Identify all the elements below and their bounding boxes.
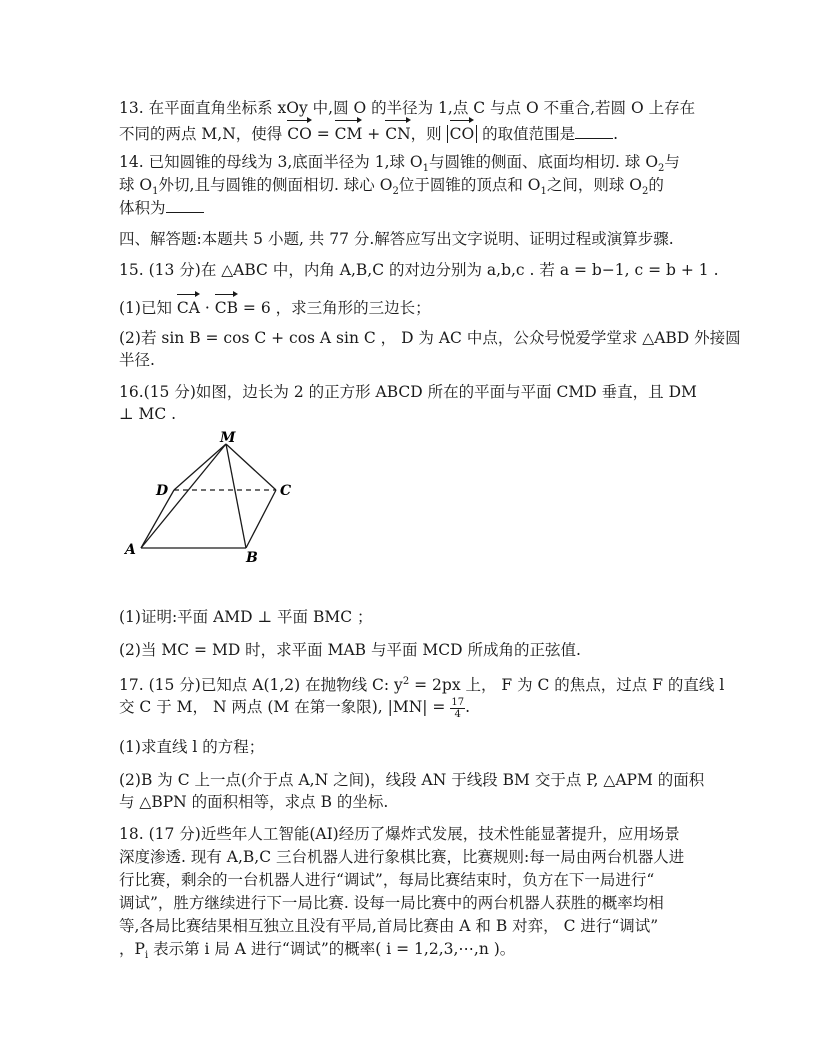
- q16-part2: (2)当 MC = MD 时，求平面 MAB 与平面 MCD 所成角的正弦值.: [119, 641, 581, 659]
- label-a: A: [125, 542, 136, 558]
- q15-part1: (1)已知 CA · CB = 6 ，求三角形的三边长；: [119, 292, 709, 320]
- label-d: D: [156, 483, 169, 499]
- vector-cb: CB: [215, 292, 238, 320]
- q18-line2: 深度渗透. 现有 A,B,C 三台机器人进行象棋比赛，比赛规则:每一局由两台机器人进: [119, 848, 685, 866]
- q17-part1: (1)求直线 l 的方程；: [119, 738, 265, 756]
- edge-bc: [246, 490, 276, 548]
- edge-ma: [141, 444, 226, 548]
- vector-cn: CN: [385, 118, 410, 146]
- answer-blank: [575, 124, 613, 139]
- pyramid-figure: [120, 428, 310, 568]
- q16-stem-line1: 16.(15 分)如图，边长为 2 的正方形 ABCD 所在的平面与平面 CMD 垂直，且 DM: [119, 383, 697, 401]
- q16-stem-line2: ⊥ MC .: [119, 405, 177, 423]
- section-heading: 四、解答题:本题共 5 小题, 共 77 分.解答应写出文字说明、证明过程或演算步骤.: [119, 230, 674, 248]
- q13-line1: 13. 在平面直角坐标系 xOy 中,圆 O 的半径为 1,点 C 与点 O 不重合,若圆 O 上存在: [119, 99, 696, 117]
- q14-line1: 14. 已知圆锥的母线为 3,底面半径为 1,球 $O_1$与圆锥的侧面、底面均相切. 球 $O_2$与: [119, 153, 680, 175]
- q17-stem-line2: 交 C 于 M， N 两点 (M 在第一象限), |MN| = $\frac{17}{4}$ .: [119, 696, 470, 720]
- q15-stem: 15. (13 分)在 △ABC 中，内角 A,B,C 的对边分别为 a,b,c . 若 a = b−1, c = b + 1 .: [119, 261, 719, 279]
- q13-line2: 不同的两点 M,N，使得 CO = CM + CN，则 CO 的取值范围是 .: [119, 118, 709, 146]
- q15-part2-line1: (2)若 sin B = cos C + cos A sin C ， D 为 AC 中点，公众号悦爱学堂求 △ABD 外接圆: [119, 329, 741, 347]
- q18-line6: ，$P_i$ 表示第 i 局 A 进行“调试”的概率( i = 1,2,3,⋯,n )。: [119, 940, 516, 962]
- label-c: C: [280, 483, 292, 499]
- answer-blank: [166, 198, 204, 213]
- q14-line2: 球 $O_1$外切,且与圆锥的侧面相切. 球心 $O_2$位于圆锥的顶点和 $O_1$之间，则球 $O_2$的: [119, 176, 664, 198]
- q17-stem-line1: 17. (15 分)已知点 A(1,2) 在抛物线 C: $y^2 = 2px$ 上， F 为 C 的焦点，过点 F 的直线 l: [119, 676, 725, 695]
- edge-md: [174, 444, 226, 490]
- q17-part2-line2: 与 △BPN 的面积相等，求点 B 的坐标.: [119, 793, 389, 811]
- q18-line1: 18. (17 分)近些年人工智能(AI)经历了爆炸式发展，技术性能显著提升，应用场景: [119, 825, 680, 843]
- vector-ca: CA: [177, 292, 200, 320]
- q18-line3: 行比赛，剩余的一台机器人进行“调试”，每局比赛结束时，负方在下一局进行“: [119, 871, 655, 889]
- q14-line3: 体积为: [119, 196, 709, 220]
- q18-line5: 等,各局比赛结果相互独立且没有平局,首局比赛由 A 和 B 对弈， C 进行“调试”: [119, 917, 659, 935]
- label-b: B: [246, 550, 258, 566]
- fraction-17-4: $\frac{17}{4}$: [451, 696, 465, 720]
- vector-cm: CM: [335, 118, 363, 146]
- abs-co: CO: [447, 125, 478, 143]
- q18-line4: 调试”，胜方继续进行下一局比赛. 设每一局比赛中的两台机器人获胜的概率均相: [119, 894, 664, 912]
- vector-co: CO: [287, 118, 312, 146]
- label-m: M: [220, 430, 236, 446]
- q16-part1: (1)证明:平面 AMD ⊥ 平面 BMC ；: [119, 608, 373, 626]
- q15-part2-line2: 半径.: [119, 351, 155, 369]
- q17-part2-line1: (2)B 为 C 上一点(介于点 A,N 之间)，线段 AN 于线段 BM 交于点 P, △APM 的面积: [119, 771, 705, 789]
